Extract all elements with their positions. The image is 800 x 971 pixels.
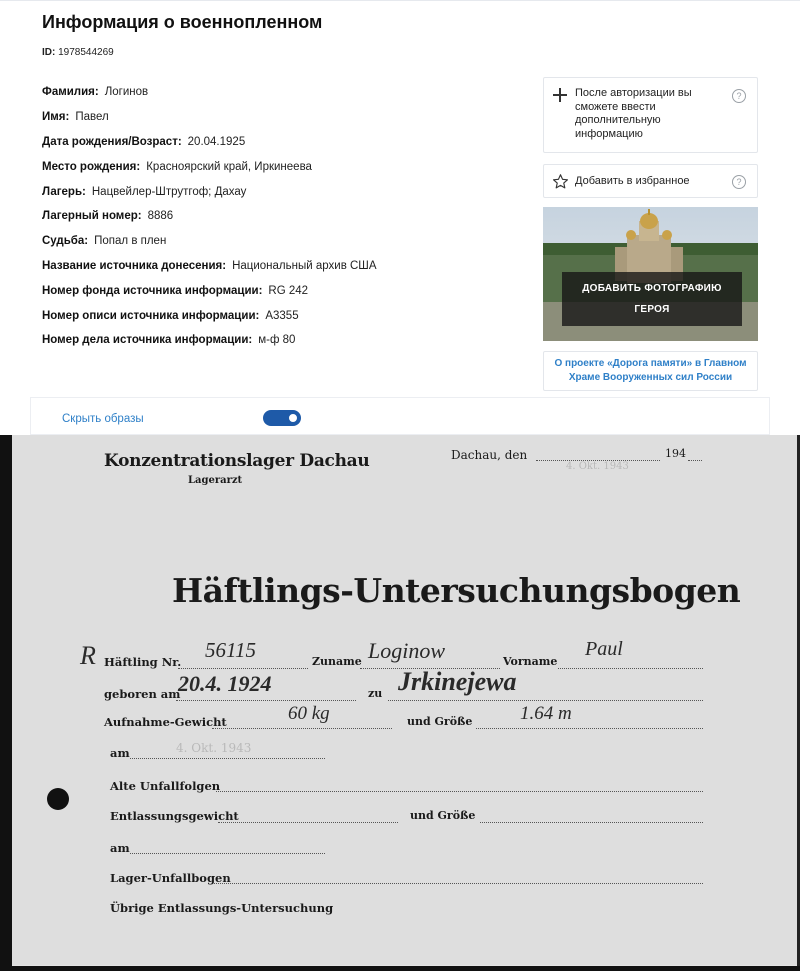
release-weight-label: Entlassungsgewicht [110,809,239,823]
intake-weight: 60 kg [288,703,330,724]
intake-height: 1.64 m [520,703,572,724]
info-label: Фамилия: [42,86,99,99]
year-suffix: 194 [665,447,686,460]
intake-weight-label: Aufnahme-Gewicht [104,715,227,729]
place-line [388,700,703,701]
scan-edge-left [0,435,12,971]
intake-height-label: und Größe [407,715,473,728]
release-height-label: und Größe [410,809,476,822]
prisoner-nr: 56115 [205,638,256,662]
info-value: A3355 [265,309,299,322]
add-photo-button[interactable] [562,272,742,326]
add-photo-line2: ГЕРОЯ [634,304,670,315]
year-line [688,460,702,461]
page-title: Информация о военнопленном [42,12,323,32]
info-value: Национальный архив США [232,259,377,272]
info-label: Лагерный номер: [42,210,142,223]
prisoner-nr-label: Häftling Nr. [104,655,182,669]
info-row [42,105,522,130]
info-label: Номер дела источника информации: [42,334,253,347]
info-row [42,179,522,204]
old-injuries-line [216,791,703,792]
info-row [42,278,522,303]
punch-hole [47,788,69,810]
weight-line [212,728,392,729]
release-am-line [130,853,325,854]
birth-date: 20.4. 1924 [178,671,272,696]
am-label: am [110,746,130,760]
hide-images-bar [30,397,770,435]
camp-accident-line [214,883,703,884]
info-row [42,254,522,279]
info-label: Номер описи источника информации: [42,309,260,322]
star-icon [552,173,569,190]
auth-info-text: После авторизации вы сможете ввести дополнительную информацию [575,87,692,140]
info-row [42,80,522,105]
first-name: Paul [585,638,623,660]
info-label: Судьба: [42,235,89,248]
info-label: Имя: [42,111,70,124]
info-value: 8886 [147,210,174,223]
info-label: Дата рождения/Возраст: [42,135,182,148]
camp-name: Konzentrationslager Dachau [104,451,370,471]
r-mark: R [80,641,96,670]
vorname-line [558,668,703,669]
info-value: RG 242 [268,284,309,297]
zu-label: zu [368,687,383,700]
old-injuries-label: Alte Unfallfolgen [110,779,221,793]
nr-line [178,668,308,669]
info-row [42,204,522,229]
info-row [42,154,522,179]
scanned-document [0,435,800,971]
info-value: 20.04.1925 [187,135,246,148]
height-line [476,728,703,729]
add-favorite-label: Добавить в избранное [575,175,690,187]
memorial-photo [543,207,758,341]
info-row [42,303,522,328]
info-row [42,229,522,254]
release-exam-label: Übrige Entlassungs-Untersuchung [110,901,334,915]
release-am-label: am [110,841,130,855]
record-id-label: ID: [42,47,56,58]
info-label: Место рождения: [42,160,141,173]
place-date: Dachau, den [451,448,528,462]
project-card [543,351,758,391]
camp-accident-label: Lager-Unfallbogen [110,871,231,885]
info-value: Нацвейлер-Штрутгоф; Дахау [91,185,247,198]
prisoner-fields [42,80,522,353]
release-height-line [480,822,703,823]
department-name: Lagerarzt [188,475,243,486]
form-title: Häftlings-Untersuchungsbogen [172,571,741,610]
toggle-knob [287,412,299,424]
info-row [42,328,522,353]
add-photo-line1: ДОБАВИТЬ ФОТОГРАФИЮ [582,283,722,294]
hide-images-toggle[interactable] [263,410,301,426]
info-row [42,130,522,155]
born-label: geboren am [104,687,181,701]
help-icon[interactable]: ? [732,175,746,189]
scan-edge-bottom [0,966,800,971]
am-line [130,758,325,759]
info-label: Название источника донесения: [42,259,227,272]
info-value: Попал в плен [94,235,167,248]
project-link-line1: О проекте «Дорога памяти» в Главном [554,358,747,369]
intake-stamp: 4. Okt. 1943 [176,741,252,755]
zuname-label: Zuname [312,655,362,668]
date-stamp: 4. Okt. 1943 [566,461,629,472]
info-value: м-ф 80 [258,334,296,347]
info-value: Павел [75,111,109,124]
vorname-label: Vorname [503,655,558,668]
info-value: Красноярский край, Иркинеева [146,160,312,173]
project-link-line2: Храме Вооруженных сил России [568,372,733,383]
info-label: Лагерь: [42,185,86,198]
born-line [176,700,356,701]
surname: Loginow [368,638,446,663]
record-id [42,47,114,58]
release-weight-line [218,822,398,823]
plus-icon[interactable] [553,88,567,102]
add-favorite-button[interactable] [543,164,758,198]
birth-place: Jrkinejewa [398,667,517,696]
auth-info-card [543,77,758,153]
project-link[interactable] [554,357,746,385]
top-divider [0,0,800,1]
info-value: Логинов [104,86,149,99]
help-icon[interactable]: ? [732,89,746,103]
hide-images-label: Скрыть образы [62,413,144,425]
info-label: Номер фонда источника информации: [42,284,263,297]
record-id-value: 1978544269 [58,47,114,58]
